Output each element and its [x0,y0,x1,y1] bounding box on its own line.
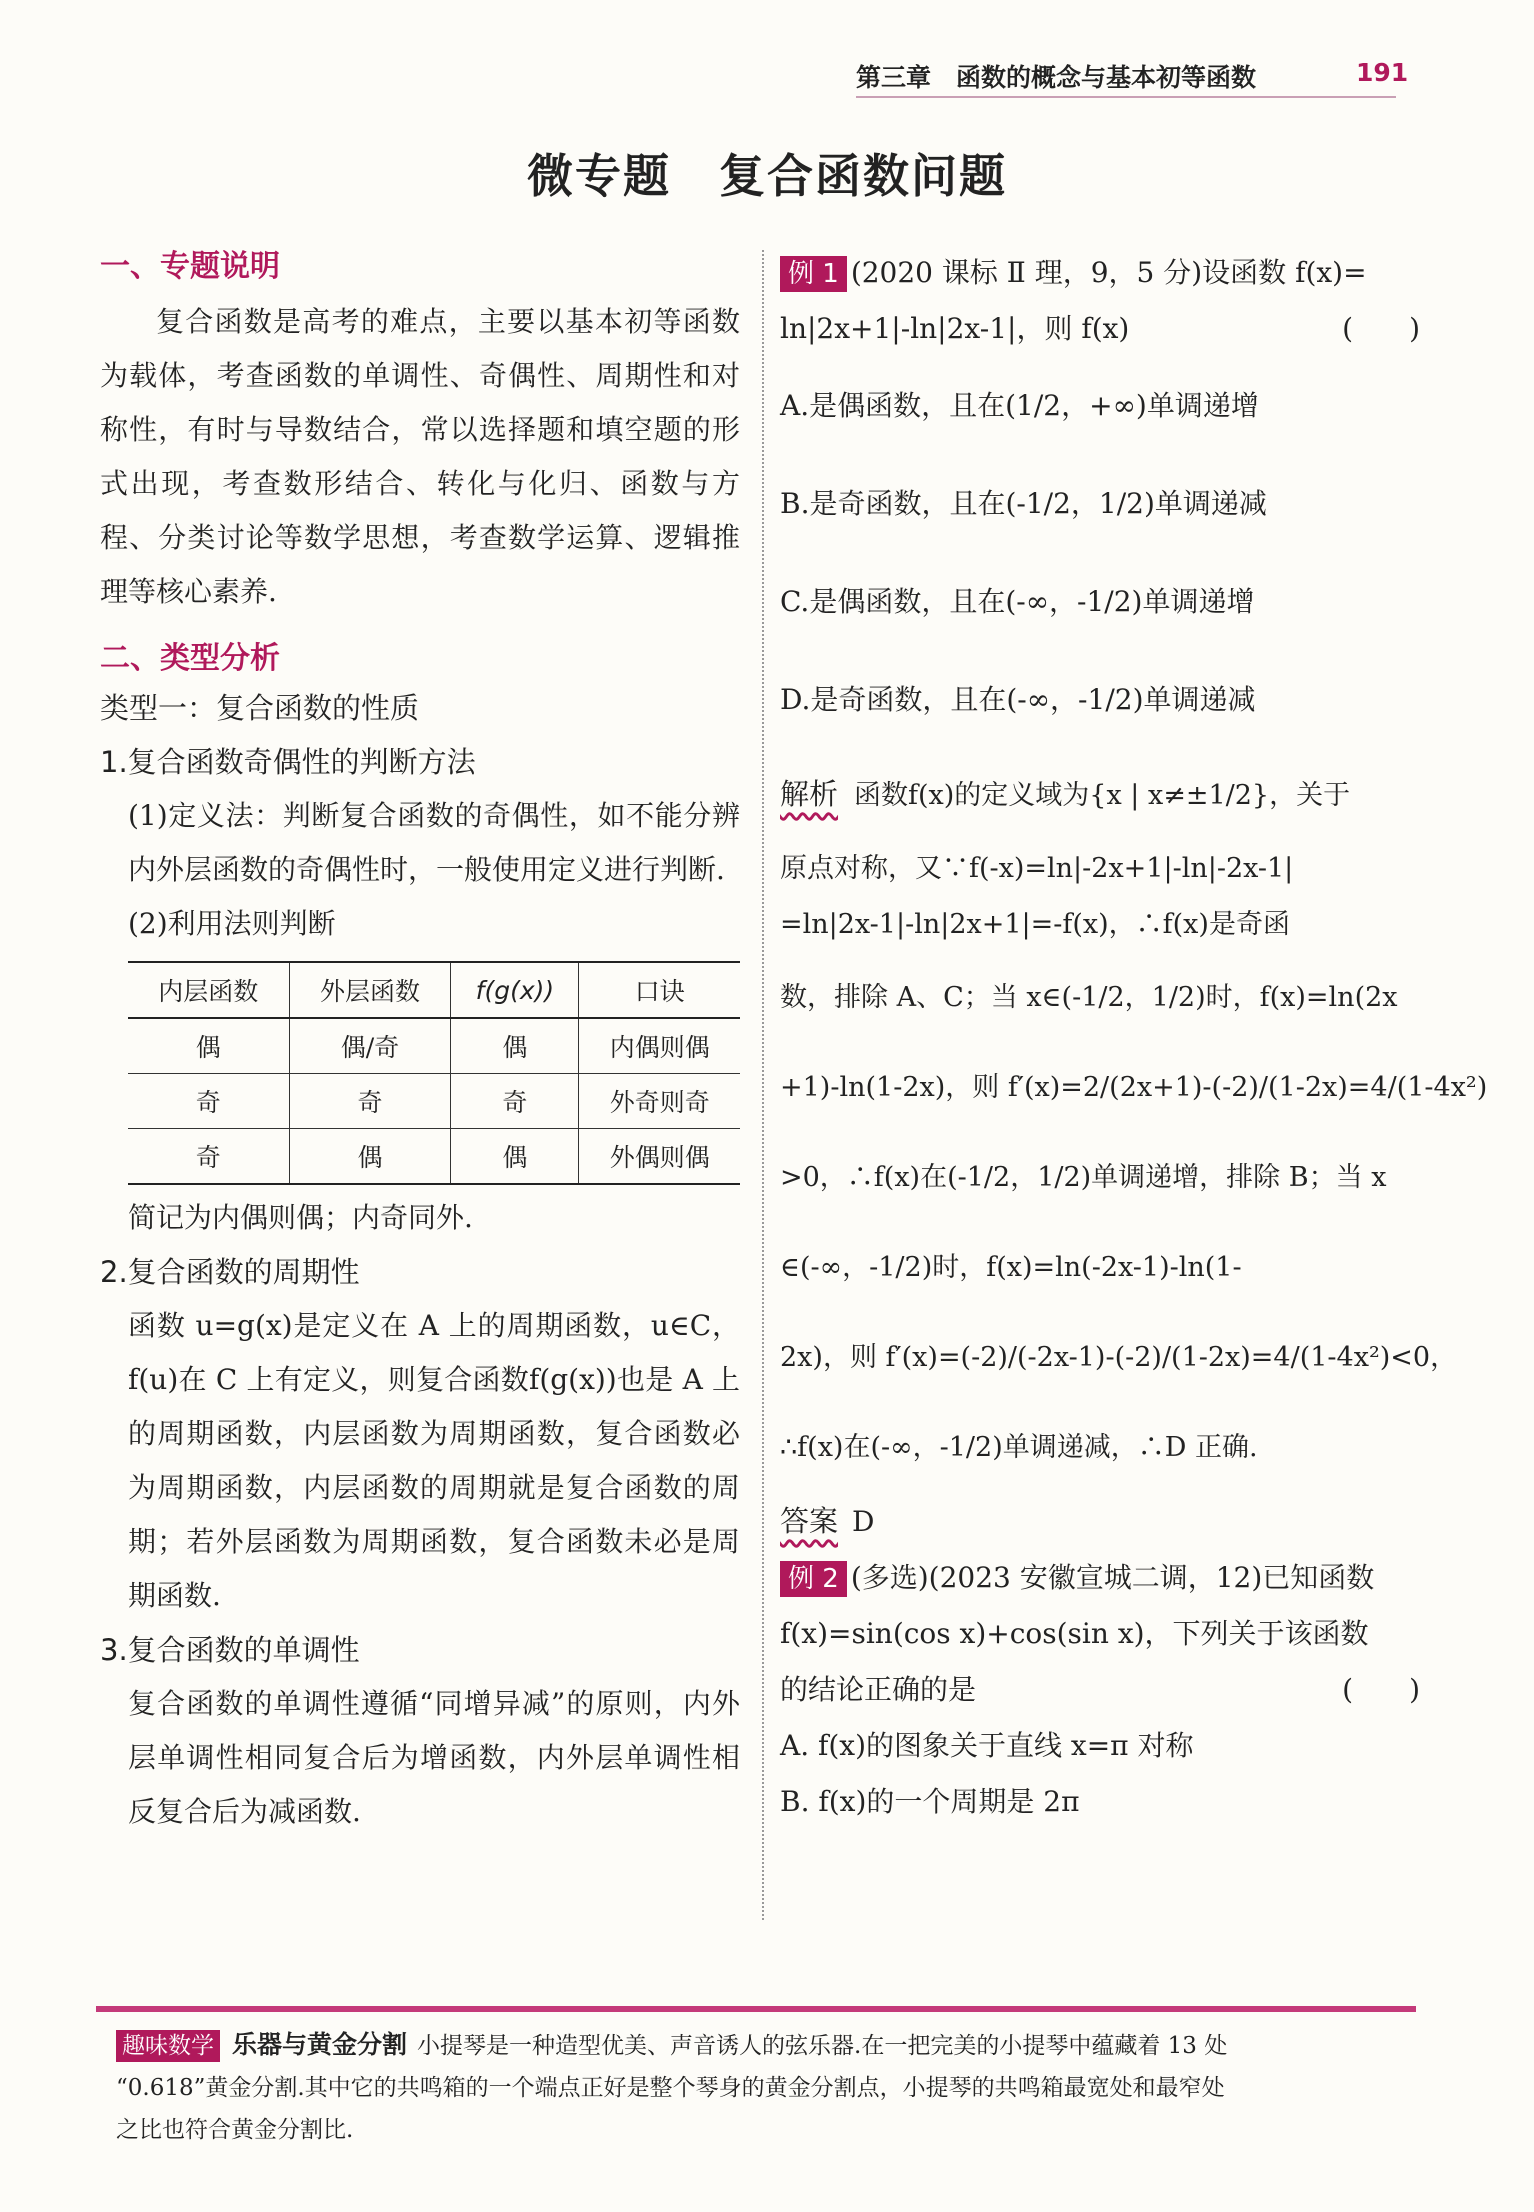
example-1-stem [780,245,1420,301]
table-cell: 偶 [128,1018,289,1074]
analysis-tag: 解析 [780,777,839,811]
table-header-cell: 外层函数 [289,962,451,1018]
definition-method-paragraph: (1)定义法：判断复合函数的奇偶性，如不能分辨内外层函数的奇偶性时，一般使用定义进行判断. [128,799,740,886]
right-column [780,245,1488,1830]
solution-line-5: +1)-ln(1-2x)，则 f′(x)=2/(2x+1)-(-2)/(1-2x)=4/(1-4x²) [780,1072,1488,1103]
example-2-stem-line2: f(x)=sin(cos x)+cos(sin x)，下列关于该函数 [780,1617,1369,1650]
running-header [856,54,1416,98]
solution-line [780,749,1420,841]
example-1-stem-line [780,301,1420,357]
periodicity-paragraph: 函数 u=g(x)是定义在 A 上的周期函数，u∈C，f(u)在 C 上有定义，则复合函数f(g(x))也是 A 上的周期函数，内层函数为周期函数，复合函数必为周期函数，内层函数的周期就是复合函数的周期；若外层函数为周期函数，复合函数未必是周期函数. [128,1309,740,1612]
example-2-option-b: B. f(x)的一个周期是 2π [780,1785,1080,1818]
table-header-cell: 口诀 [579,962,740,1018]
example-1-stem-line2: ln|2x+1|-ln|2x-1|，则 f(x) [780,312,1130,345]
parity-rules-table [128,961,740,1185]
example-2-stem [780,1550,1420,1606]
table-cell: 内偶则偶 [579,1018,740,1074]
table-cell: 奇 [128,1129,289,1185]
rule-method-paragraph: (2)利用法则判断 [128,907,336,940]
solution-line-9: ∴f(x)在(-∞，-1/2)单调递减，∴D 正确. [780,1432,1258,1463]
example-1-tag: 例 1 [780,256,847,292]
example-1-option-c: C.是偶函数，且在(-∞，-1/2)单调递增 [780,585,1255,618]
solution-line-3: =ln|2x-1|-ln|2x+1|=-f(x)，∴f(x)是奇函 [780,909,1290,940]
table-cell: 奇 [289,1074,451,1129]
table-cell: 外奇则奇 [579,1074,740,1129]
solution-line-2: 原点对称，又∵f(-x)=ln|-2x+1|-ln|-2x-1| [780,853,1294,884]
example-1-option-d: D.是奇函数，且在(-∞，-1/2)单调递减 [780,683,1256,716]
table-header-cell: 内层函数 [128,962,289,1018]
fun-math-tag: 趣味数学 [116,2030,220,2062]
solution-line-1: 函数f(x)的定义域为{x | x≠±1/2}，关于 [854,780,1351,811]
table-cell: 偶 [451,1018,579,1074]
table-header-cell: f(g(x)) [451,962,579,1018]
table-cell: 偶 [451,1129,579,1185]
fun-math-line [116,2024,1406,2067]
example-2-tag: 例 2 [780,1561,847,1597]
table-row [128,1129,740,1185]
example-2-stem-line3: 的结论正确的是 [780,1673,977,1706]
example-2-stem-line [780,1662,1420,1718]
answer-value: D [852,1505,875,1538]
table-row [128,1018,740,1074]
example-1-stem-line1: (2020 课标 Ⅱ 理，9，5 分)设函数 f(x)= [850,256,1367,289]
example-2-option-a: A. f(x)的图象关于直线 x=π 对称 [780,1729,1194,1762]
parity-summary: 简记为内偶则偶；内奇同外. [128,1201,473,1234]
description-paragraph: 复合函数是高考的难点，主要以基本初等函数为载体，考查函数的单调性、奇偶性、周期性和对称性，有时与导数结合，常以选择题和填空题的形式出现，考查数形结合、转化与化归、函数与方程、分类讨论等数学思想，考查数学运算、逻辑推理等核心素养. [100,305,740,608]
solution-line-4: 数，排除 A、C；当 x∈(-1/2，1/2)时，f(x)=ln(2x [780,982,1398,1013]
fun-math-text-line1: 小提琴是一种造型优美、声音诱人的弦乐器.在一把完美的小提琴中蕴藏着 13 处 [417,2033,1228,2059]
answer-tag: 答案 [780,1504,839,1538]
section-heading-description: 一、专题说明 [100,249,280,284]
monotonicity-paragraph: 复合函数的单调性遵循“同增异减”的原则，内外层单调性相同复合后为增函数，内外层单调性相反复合后为减函数. [128,1687,740,1828]
section-heading-types: 二、类型分析 [100,641,280,676]
type-one-heading: 类型一：复合函数的性质 [100,691,420,725]
footer-rule [96,2006,1416,2012]
parity-heading: 1.复合函数奇偶性的判断方法 [100,745,476,779]
fun-math-title: 乐器与黄金分割 [232,2030,408,2059]
fun-math-box [116,2024,1406,2151]
example-1-option-b: B.是奇函数，且在(-1/2，1/2)单调递减 [780,487,1267,520]
example-1-option-a: A.是偶函数，且在(1/2，+∞)单调递增 [780,389,1259,422]
table-cell: 奇 [451,1074,579,1129]
example-1-answer-blank: ( ) [1342,312,1420,345]
solution-line-7: ∈(-∞，-1/2)时，f(x)=ln(-2x-1)-ln(1- [780,1252,1242,1283]
solution-line-8: 2x)，则 f′(x)=(-2)/(-2x-1)-(-2)/(1-2x)=4/(1-4x²)<0， [780,1342,1458,1373]
example-1-answer [780,1493,1420,1550]
table-cell: 奇 [128,1074,289,1129]
fun-math-text-line2: “0.618”黄金分割.其中它的共鸣箱的一个端点正好是整个琴身的黄金分割点，小提琴的共鸣箱最宽处和最窄处 [116,2075,1225,2101]
periodicity-heading: 2.复合函数的周期性 [100,1255,360,1289]
table-cell: 偶 [289,1129,451,1185]
left-column [100,245,740,1839]
fun-math-text-line3: 之比也符合黄金分割比. [116,2117,354,2143]
solution-line-6: >0，∴f(x)在(-1/2，1/2)单调递增，排除 B；当 x [780,1162,1387,1193]
page-number: 191 [1356,58,1409,87]
column-divider [762,250,764,1920]
example-2-answer-blank: ( ) [1342,1673,1420,1706]
table-cell: 偶/奇 [289,1018,451,1074]
example-2-stem-line1: (多选)(2023 安徽宣城二调，12)已知函数 [850,1561,1375,1594]
table-cell: 外偶则偶 [579,1129,740,1185]
page-title: 微专题 复合函数问题 [527,149,1007,203]
header-rule [856,96,1396,98]
table-row [128,1074,740,1129]
chapter-title: 第三章 函数的概念与基本初等函数 [856,63,1257,92]
monotonicity-heading: 3.复合函数的单调性 [100,1633,360,1667]
